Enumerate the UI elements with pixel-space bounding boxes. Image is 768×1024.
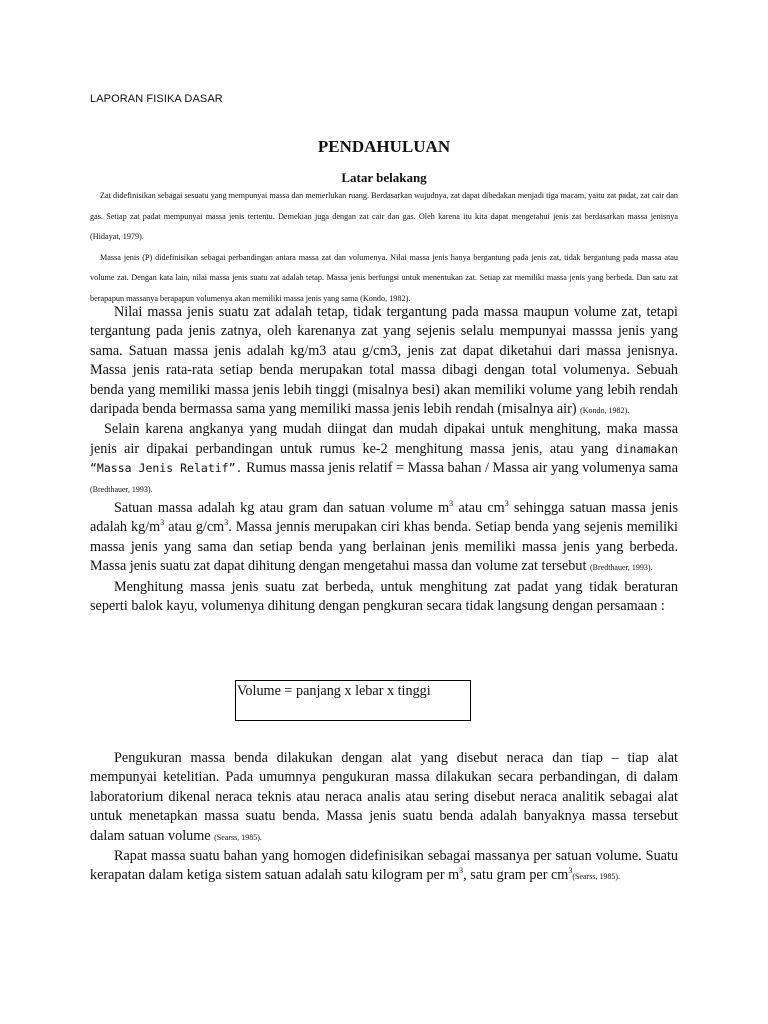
paragraph-pengukuran-massa (90, 749, 678, 847)
paragraph-text: atau cm (453, 500, 505, 517)
paragraph-text: Satuan massa adalah kg atau gram dan satuan volume m (114, 500, 450, 517)
body-text-block-2 (90, 749, 678, 887)
superscript: 3 (568, 866, 573, 876)
paragraph-text: Nilai massa jenis suatu zat adalah tetap, tidak tergantung pada massa maupun volume zat, tetapi tergantung pada jenis zatnya, oleh karenanya zat yang sejenis selalu mempunyai masssa jenis yang sama. Satuan massa jenis adalah kg/m3 atau g/cm3, jenis zat dapat diketahui dari massa jenisnya. Massa jenis rata-rata setiap benda merupakan total massa dibagi dengan total volumenya. Sebuah benda yang memiliki massa jenis lebih tinggi (misalnya besi) akan memiliki volume yang lebih rendah daripada benda bermassa sama yang memiliki massa jenis lebih rendah (misalnya air) (90, 304, 678, 418)
paragraph-text: Selain karena angkanya yang mudah diingat dan mudah dipakai untuk menghitung, maka massa jenis air dipakai perbandingan untuk rumus ke-2 menghitung massa jenis, atau yang (90, 421, 678, 457)
superscript: 3 (459, 866, 464, 876)
section-subtitle: Latar belakang (341, 170, 427, 185)
citation: (Bredthauer, 1993). (589, 563, 653, 573)
page-title: PENDAHULUAN (317, 137, 451, 156)
body-text-block (90, 303, 678, 617)
paragraph-text: atau g/cm (164, 519, 225, 536)
paragraph-text: Rapat massa suatu bahan yang homogen didefinisikan sebagai massanya per satuan volume. Suatu kerapatan dalam ketiga sistem satuan adalah satu kilogram per m (90, 848, 678, 884)
superscript: 3 (449, 499, 454, 509)
small-paragraph-2: Massa jenis (P) didefinisikan sebagai perbandingan antara massa zat dan volumenya. Nilai massa jenis hanya bergantung pada jenis zat, tidak bergantung pada massa atau volume zat. Dengan kata lain, nilai massa jenis suatu zat adalah tetap. Massa jenis berfungsi untuk menentukan zat. Setiap zat memiliki massa jenis yang berbeda. Dan satu zat berapapun massanya berapapun volumenya akan memiliki massa jenis yang sama (Kondo, 1982). (90, 252, 678, 303)
paragraph-massa-jenis-relatif (90, 420, 678, 499)
running-header: LAPORAN FISIKA DASAR (90, 93, 223, 105)
paragraph-text: sehingga satuan massa jenis adalah kg/m (90, 500, 678, 536)
citation: (Kondo, 1982). (580, 406, 630, 416)
paragraph-satuan-massa (90, 499, 678, 578)
formula-box: Volume = panjang x lebar x tinggi (235, 680, 471, 721)
superscript: 3 (224, 518, 229, 528)
paragraph-text-mono: dinamakan “Massa Jenis Relatif”. (90, 441, 679, 476)
small-text-block (90, 186, 678, 309)
small-paragraph-1: Zat didefinisikan sebagai sesuatu yang mempunyai massa dan memerlukan ruang. Berdasarkan wujudnya, zat dapat dibedakan menjadi tiga macam, yaitu zat padat, zat cair dan gas. Setiap zat padat mempunyai massa jenis tertentu. Demekian juga dengan zat cair dan gas. Oleh karena itu kita dapat mengetahui jenis zat berdasarkan massa jenisnya (Hidayat, 1979). (90, 191, 678, 241)
paragraph-text: , satu gram per cm (463, 867, 569, 884)
citation: (Bredthauer, 1993). (90, 484, 153, 494)
superscript: 3 (504, 499, 509, 509)
superscript: 3 (160, 518, 165, 528)
paragraph-text: Pengukuran massa benda dilakukan dengan alat yang disebut neraca dan tiap – tiap alat mempunyai ketelitian. Pada umumnya pengukuran massa dilakukan secara perbandingan, di dalam laboratorium dikenal neraca teknis atau neraca analis atau sering disebut neraca analitik sebagai alat untuk menetapkan massa suatu benda. Massa jenis suatu benda adalah banyaknya massa tersebut dalam satuan volume (90, 750, 678, 844)
citation: (Searss, 1985). (572, 872, 621, 882)
paragraph-rapat-massa (90, 847, 678, 887)
paragraph-text: Rumus massa jenis relatif = Massa bahan / Massa air yang volumenya sama (246, 460, 679, 477)
paragraph-menghitung: Menghitung massa jenis suatu zat berbeda, untuk menghitung zat padat yang tidak beraturan seperti balok kayu, volumenya dihitung dengan pengkuran secara tidak langsung dengan persamaan : (90, 578, 678, 615)
paragraph-nilai-massa-jenis (90, 303, 678, 420)
citation: (Searss, 1985). (214, 832, 262, 842)
paragraph-text: . Massa jennis merupakan ciri khas benda. Setiap benda yang sejenis memiliki massa jenis yang sama dan setiap benda yang berlainan jenis memiliki massa jenis yang berbeda. Massa jenis suatu zat dapat dihitung dengan mengetahui massa dan volume zat tersebut (90, 519, 678, 575)
